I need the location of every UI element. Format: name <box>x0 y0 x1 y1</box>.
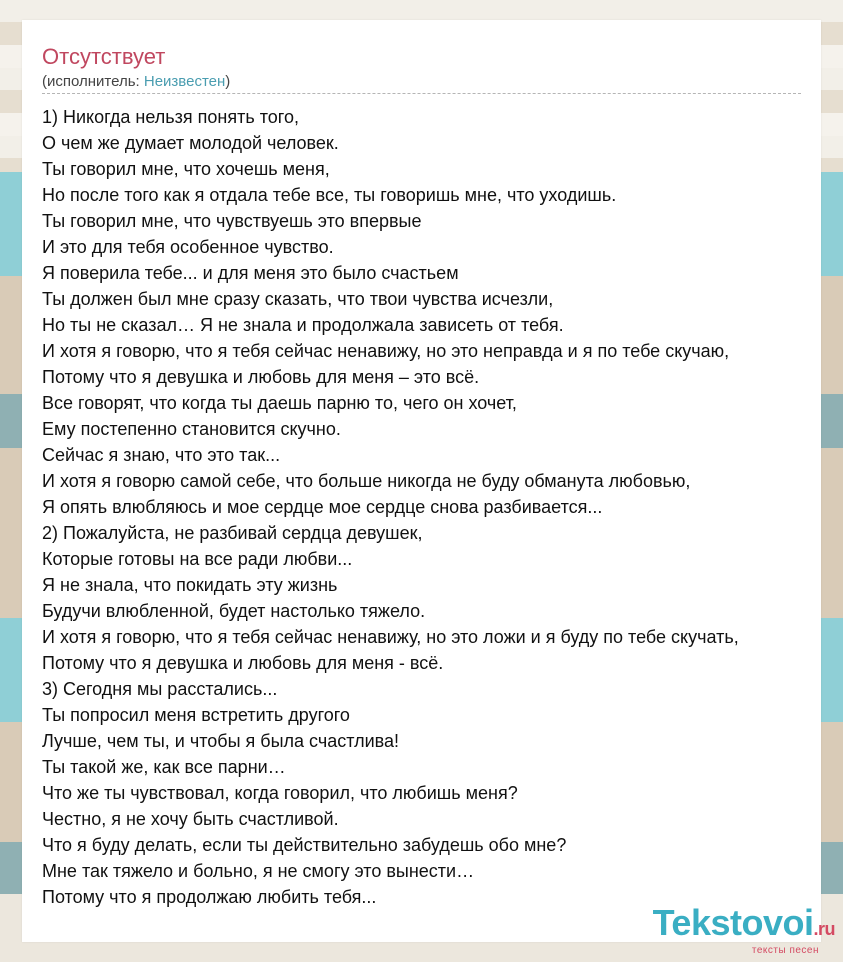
lyric-line: Я не знала, что покидать эту жизнь <box>42 575 338 595</box>
lyric-line: Я поверила тебе... и для меня это было счастьем <box>42 263 459 283</box>
artist-line <box>42 73 230 90</box>
lyric-line: Сейчас я знаю, что это так... <box>42 445 281 465</box>
lyric-line: И хотя я говорю, что я тебя сейчас ненавижу, но это ложи и я буду по тебе скучать, <box>42 627 739 647</box>
lyric-line: 2) Пожалуйста, не разбивай сердца девушек, <box>42 523 423 543</box>
lyric-line: Честно, я не хочу быть счастливой. <box>42 809 339 829</box>
lyric-line: Но после того как я отдала тебе все, ты говоришь мне, что уходишь. <box>42 185 617 205</box>
song-title: Отсутствует <box>42 44 166 69</box>
lyric-line: Ты говорил мне, что чувствуешь это впервые <box>42 211 422 231</box>
lyric-line: Потому что я продолжаю любить тебя... <box>42 887 377 907</box>
lyric-line: Которые готовы на все ради любви... <box>42 549 353 569</box>
artist-link[interactable]: Неизвестен <box>143 73 226 90</box>
lyric-line: И хотя я говорю самой себе, что больше никогда не буду обманута любовью, <box>42 471 691 491</box>
lyric-line: Ты попросил меня встретить другого <box>42 705 350 725</box>
lyric-line: О чем же думает молодой человек. <box>42 133 339 153</box>
logo-name: Tekstovoi <box>652 902 814 943</box>
lyric-line: Будучи влюбленной, будет настолько тяжело. <box>42 601 426 621</box>
lyrics-card <box>22 20 821 942</box>
lyric-line: Ему постепенно становится скучно. <box>42 419 341 439</box>
title-divider <box>42 93 801 94</box>
artist-prefix: (исполнитель: <box>42 73 144 90</box>
lyrics-text <box>42 104 842 910</box>
lyric-line: Но ты не сказал… Я не знала и продолжала зависеть от тебя. <box>42 315 564 335</box>
site-logo[interactable] <box>652 902 835 956</box>
lyric-line: Ты говорил мне, что хочешь меня, <box>42 159 330 179</box>
lyric-line: Что же ты чувствовал, когда говорил, что любишь меня? <box>42 783 518 803</box>
lyric-line: Ты такой же, как все парни… <box>42 757 286 777</box>
lyric-line: Все говорят, что когда ты даешь парню то, чего он хочет, <box>42 393 517 413</box>
logo-tld: .ru <box>813 919 835 939</box>
lyric-line: 1) Никогда нельзя понять того, <box>42 107 299 127</box>
artist-suffix: ) <box>225 73 231 90</box>
lyric-line: Я опять влюбляюсь и мое сердце мое сердце снова разбивается... <box>42 497 603 517</box>
lyric-line: Ты должен был мне сразу сказать, что твои чувства исчезли, <box>42 289 554 309</box>
lyric-line: Лучше, чем ты, и чтобы я была счастлива! <box>42 731 400 751</box>
lyric-line: Что я буду делать, если ты действительно забудешь обо мне? <box>42 835 567 855</box>
lyric-line: Потому что я девушка и любовь для меня - всё. <box>42 653 444 673</box>
lyric-line: 3) Сегодня мы расстались... <box>42 679 278 699</box>
lyric-line: И это для тебя особенное чувство. <box>42 237 334 257</box>
lyric-line: И хотя я говорю, что я тебя сейчас ненавижу, но это неправда и я по тебе скучаю, <box>42 341 730 361</box>
logo-tagline: тексты песен <box>751 945 819 956</box>
lyric-line: Мне так тяжело и больно, я не смогу это вынести… <box>42 861 475 881</box>
lyric-line: Потому что я девушка и любовь для меня – это всё. <box>42 367 480 387</box>
